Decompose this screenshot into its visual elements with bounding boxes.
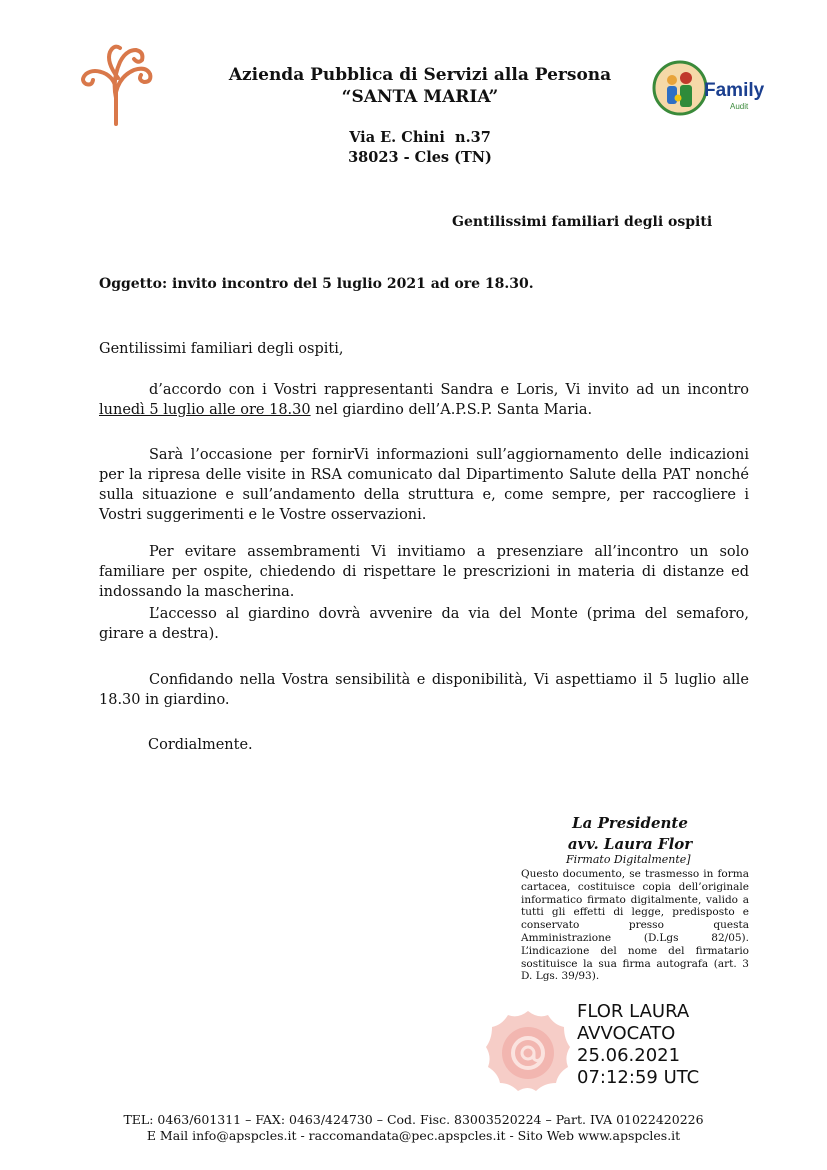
paragraph-information: Sarà l’occasione per fornirVi informazioni sull’aggiornamento delle indicazioni per la ripresa delle visite in RSA comunicato dal Dipartimento Salute della PAT nonché sulla situazione e sull’andamento della struttura e, come sempre, per raccogliere i Vostri suggerimenti e le Vostre osservazioni. <box>99 447 749 523</box>
organization-name-line2: “SANTA MARIA” <box>341 87 499 107</box>
address-street: Via E. Chini n.37 <box>349 129 491 146</box>
signatory-title: La Presidente <box>572 814 688 832</box>
paragraph-closing: Confidando nella Vostra sensibilità e disponibilità, Vi aspettiamo il 5 luglio alle 18.30 in giardino. <box>99 672 749 708</box>
footer-web: E Mail info@apspcles.it - raccomandata@pec.apspcles.it - Sito Web www.apspcles.it <box>146 1128 681 1143</box>
signature-block <box>540 813 720 855</box>
signatory-name: avv. Laura Flor <box>567 835 693 853</box>
greeting: Gentilissimi familiari degli ospiti, <box>99 341 344 357</box>
stamp-signer-name: FLOR LAURA <box>577 1001 690 1022</box>
subject-line: Oggetto: invito incontro del 5 luglio 2021 ad ore 18.30. <box>99 276 534 292</box>
signature-timestamp <box>577 1001 699 1089</box>
digital-signature-label: Firmato Digitalmente] <box>566 853 691 866</box>
address-city: 38023 - Cles (TN) <box>348 149 492 166</box>
family-logo-text: Family <box>704 80 765 101</box>
audit-logo-text: Audit <box>730 102 749 111</box>
footer-contacts: TEL: 0463/601311 – FAX: 0463/424730 – Cod. Fisc. 83003520224 – Part. IVA 01022420226 <box>123 1112 704 1127</box>
meeting-date-underlined: lunedì 5 luglio alle ore 18.30 <box>99 402 311 418</box>
paragraph-access: L’accesso al giardino dovrà avvenire da via del Monte (prima del semaforo, girare a destra). <box>99 606 749 642</box>
digital-seal-icon <box>480 1005 576 1101</box>
footer <box>60 1112 767 1144</box>
organization-name-line1: Azienda Pubblica di Servizi alla Persona <box>228 65 612 85</box>
tree-icon <box>76 40 160 126</box>
recipient: Gentilissimi familiari degli ospiti <box>452 214 713 230</box>
digital-seal <box>480 1005 576 1101</box>
address <box>260 128 580 168</box>
invitation-text-end: nel giardino dell’A.P.S.P. Santa Maria. <box>310 402 593 418</box>
stamp-time: 07:12:59 UTC <box>577 1067 700 1088</box>
organization-name <box>170 64 670 108</box>
stamp-signer-role: AVVOCATO <box>577 1023 676 1044</box>
tree-logo <box>76 40 160 126</box>
digital-signature-note: Questo documento, se trasmesso in forma cartacea, costituisce copia dell’originale informatico firmato digitalmente, valido a tutti gli effetti di legge, predisposto e conservato presso questa Amministrazione (D.Lgs 82/05). L’indicazione del nome del firmatario sostituisce la sua firma autografa (art. 3 D. Lgs. 39/93). <box>521 868 749 983</box>
paragraph-safety: Per evitare assembramenti Vi invitiamo a presenziare all’incontro un solo familiare per ospite, chiedendo di rispettare le prescrizioni in materia di distanze ed indossando la mascherina. <box>99 544 749 600</box>
family-audit-logo <box>650 58 768 122</box>
paragraph-invitation <box>99 380 749 420</box>
stamp-date: 25.06.2021 <box>577 1045 681 1066</box>
closing-salutation: Cordialmente. <box>148 737 253 753</box>
invitation-text-start: d’accordo con i Vostri rappresentanti Sandra e Loris, Vi invito ad un incontro <box>149 382 749 398</box>
